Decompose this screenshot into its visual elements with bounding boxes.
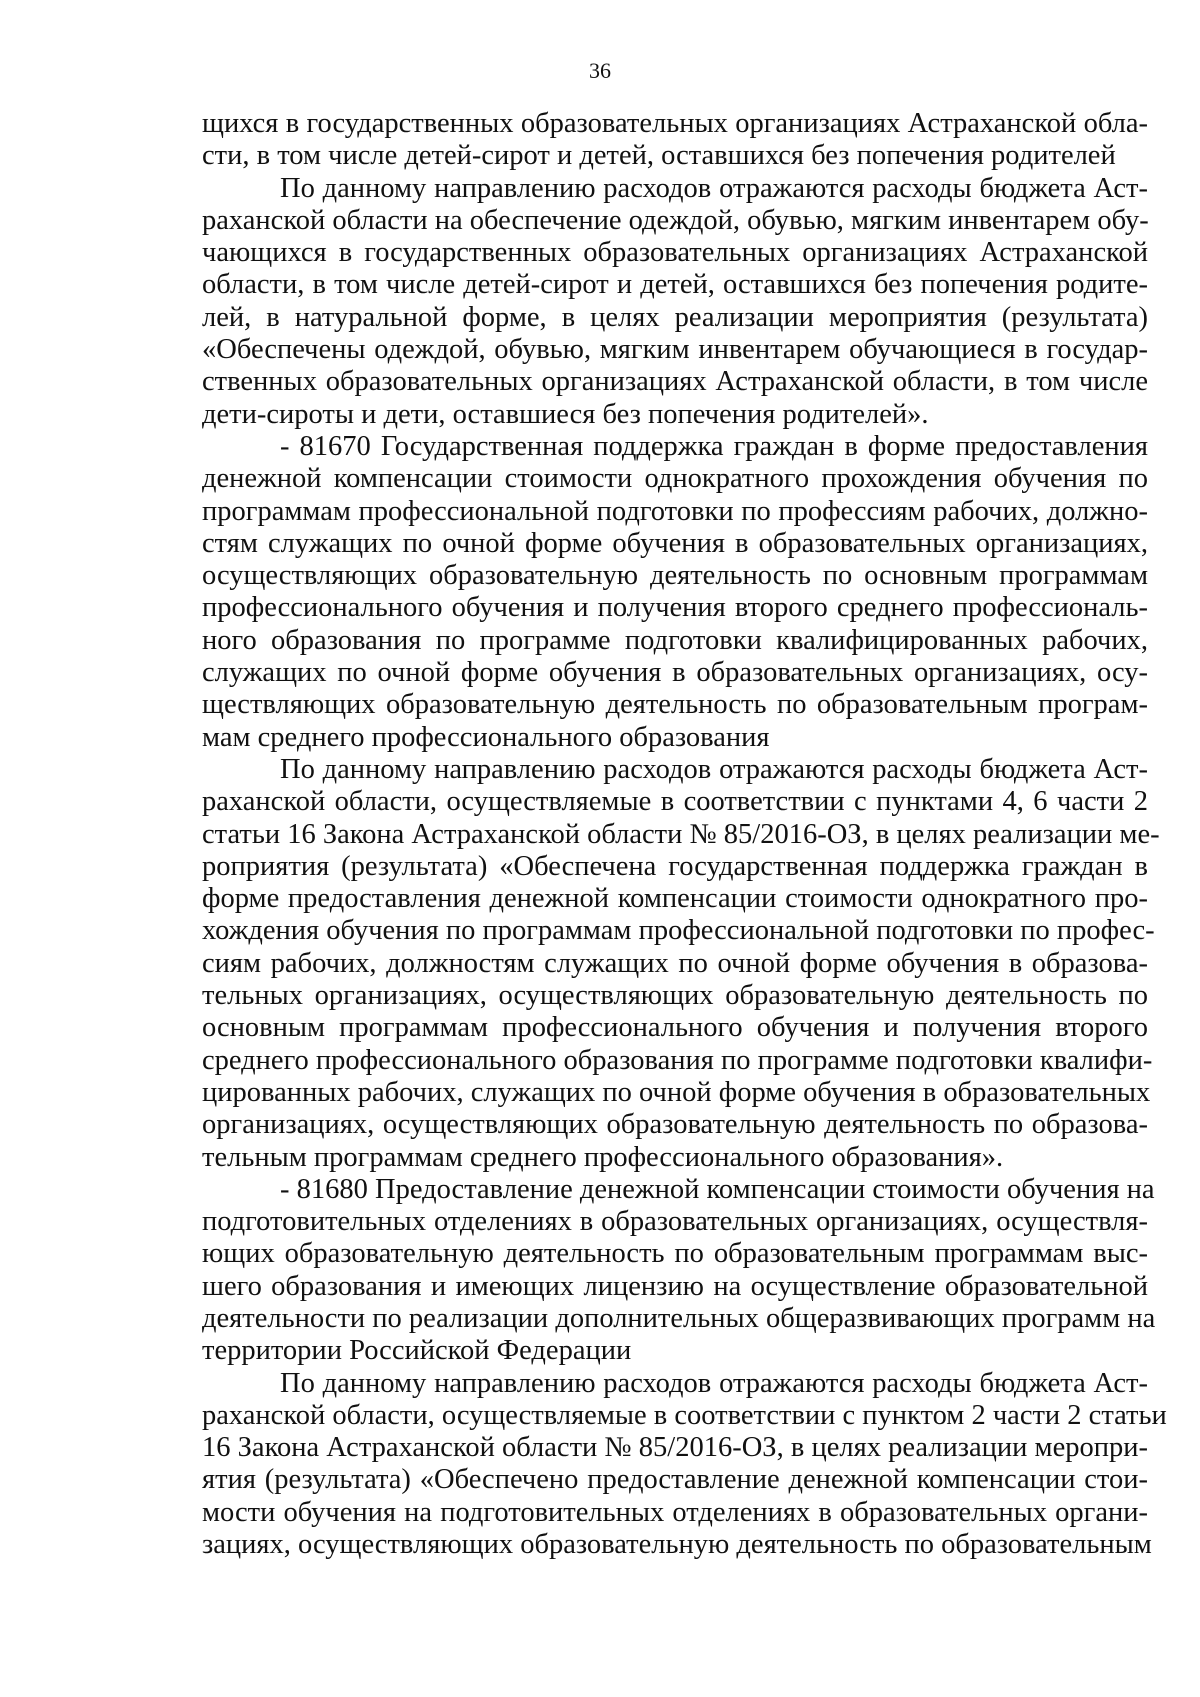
paragraph-item-81670 <box>202 431 1148 754</box>
text-line: раханской области, осуществляемые в соответствии с пунктами 4, 6 части 2 <box>202 786 1148 818</box>
text-line: зациях, осуществляющих образовательную деятельность по образовательным <box>202 1529 1152 1561</box>
text-line: профессионального обучения и получения второго среднего профессиональ- <box>202 592 1148 624</box>
paragraph-expense-description <box>202 1367 1167 1562</box>
paragraph-continuation <box>202 108 1148 173</box>
text-line: раханской области, осуществляемые в соответствии с пунктом 2 части 2 статьи <box>202 1399 1167 1431</box>
paragraph-expense-description <box>202 753 1160 1174</box>
text-line: - 81680 Предоставление денежной компенсации стоимости обучения на <box>280 1173 1155 1205</box>
text-line: раханской области на обеспечение одеждой, обувью, мягким инвентарем обу- <box>202 204 1149 236</box>
document-body <box>202 108 1167 1561</box>
text-line: тельным программам среднего профессионального образования». <box>202 1141 1004 1173</box>
text-line: По данному направлению расходов отражаются расходы бюджета Аст- <box>280 753 1148 785</box>
text-line: сти, в том числе детей-сирот и детей, оставшихся без попечения родителей <box>202 140 1116 172</box>
text-line: ществляющих образовательную деятельность по образовательным програм- <box>202 689 1148 721</box>
text-line: По данному направлению расходов отражаются расходы бюджета Аст- <box>280 1367 1148 1399</box>
text-line: стям служащих по очной форме обучения в образовательных организациях, <box>202 527 1148 559</box>
text-line: сиям рабочих, должностям служащих по очной форме обучения в образова- <box>202 947 1148 979</box>
text-line: хождения обучения по программам профессиональной подготовки по профес- <box>202 915 1155 947</box>
text-line: основным программам профессионального обучения и получения второго <box>202 1012 1148 1044</box>
text-line: среднего профессионального образования по программе подготовки квалифи- <box>202 1044 1153 1076</box>
text-line: ственных образовательных организациях Астраханской области, в том числе <box>202 366 1148 398</box>
text-line: «Обеспечены одеждой, обувью, мягким инвентарем обучающиеся в государ- <box>202 334 1148 366</box>
text-line: подготовительных отделениях в образовательных организациях, осуществля- <box>202 1206 1148 1238</box>
text-line: служащих по очной форме обучения в образовательных организациях, осу- <box>202 657 1148 689</box>
text-line: ного образования по программе подготовки квалифицированных рабочих, <box>202 624 1148 656</box>
text-line: По данному направлению расходов отражаются расходы бюджета Аст- <box>280 172 1148 204</box>
text-line: денежной компенсации стоимости однократного прохождения обучения по <box>202 463 1148 495</box>
text-line: чающихся в государственных образовательных организациях Астраханской <box>202 237 1148 269</box>
text-line: ятия (результата) «Обеспечено предоставление денежной компенсации стои- <box>202 1464 1148 1496</box>
text-line: статьи 16 Закона Астраханской области № 85/2016-ОЗ, в целях реализации ме- <box>202 818 1160 850</box>
text-line: дети-сироты и дети, оставшиеся без попечения родителей». <box>202 398 929 430</box>
text-line: щихся в государственных образовательных организациях Астраханской обла- <box>202 108 1148 139</box>
paragraph-item-81680 <box>202 1173 1156 1368</box>
text-line: мости обучения на подготовительных отделениях в образовательных органи- <box>202 1496 1148 1528</box>
text-line: тельных организациях, осуществляющих образовательную деятельность по <box>202 980 1148 1012</box>
text-line: деятельности по реализации дополнительных общеразвивающих программ на <box>202 1302 1156 1334</box>
text-line: организациях, осуществляющих образовательную деятельность по образова- <box>202 1109 1148 1141</box>
text-line: территории Российской Федерации <box>202 1335 632 1367</box>
text-line: программам профессиональной подготовки по профессиям рабочих, должно- <box>202 495 1148 527</box>
text-line: лей, в натуральной форме, в целях реализации мероприятия (результата) <box>202 301 1148 333</box>
text-line: - 81670 Государственная поддержка граждан в форме предоставления <box>280 430 1148 462</box>
text-line: роприятия (результата) «Обеспечена государственная поддержка граждан в <box>202 850 1148 882</box>
text-line: форме предоставления денежной компенсации стоимости однократного про- <box>202 883 1148 915</box>
text-line: цированных рабочих, служащих по очной форме обучения в образовательных <box>202 1076 1151 1108</box>
text-line: шего образования и имеющих лицензию на осуществление образовательной <box>202 1270 1148 1302</box>
text-line: 16 Закона Астраханской области № 85/2016-ОЗ, в целях реализации меропри- <box>202 1432 1148 1464</box>
page-number: 36 <box>589 58 611 83</box>
text-line: осуществляющих образовательную деятельность по основным программам <box>202 560 1148 592</box>
paragraph-expense-description <box>202 173 1148 431</box>
text-line: мам среднего профессионального образования <box>202 721 770 753</box>
text-line: ющих образовательную деятельность по образовательным программам выс- <box>202 1238 1148 1270</box>
text-line: области, в том числе детей-сирот и детей, оставшихся без попечения родите- <box>202 269 1148 301</box>
